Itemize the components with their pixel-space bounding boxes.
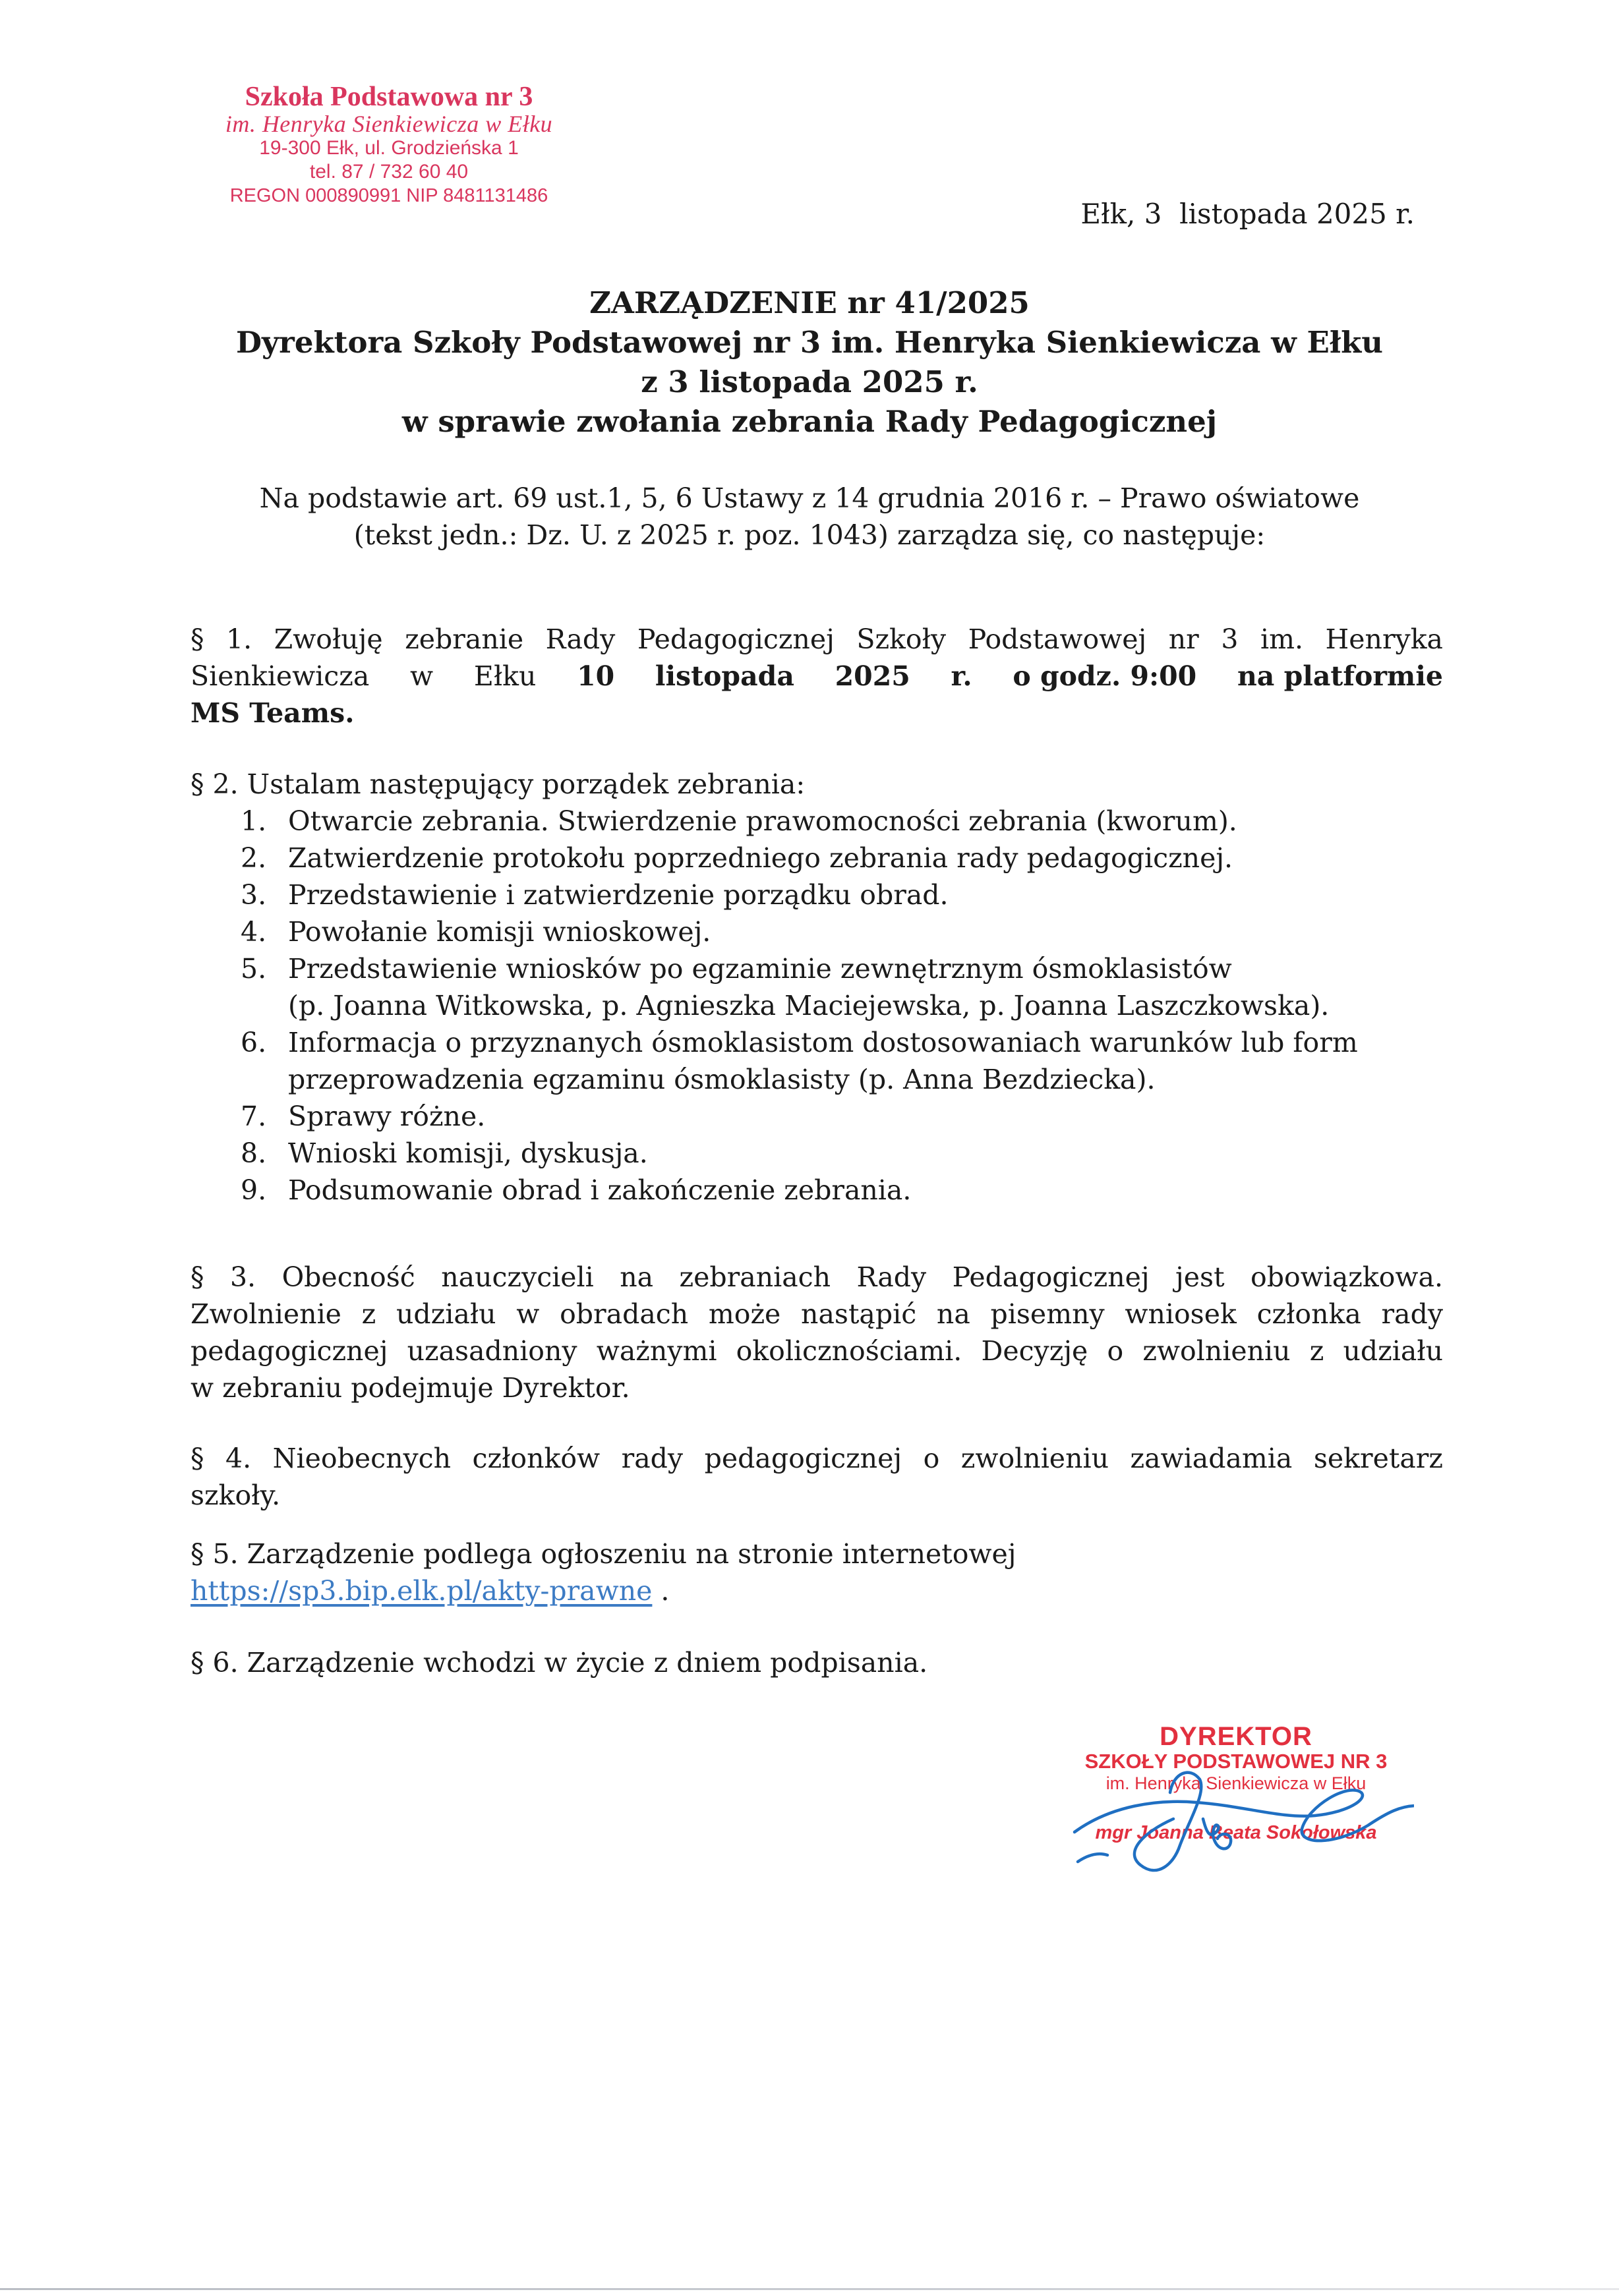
agenda-item: [191, 840, 1443, 876]
agenda-item-number: 2.: [241, 842, 267, 874]
agenda-item-text-cont: przeprowadzenia egzaminu ósmoklasisty (p. Anna Bezdziecka).: [288, 1064, 1156, 1095]
document-date: Ełk, 3 listopada 2025 r.: [1080, 198, 1415, 230]
meeting-year-suffix: r.: [951, 660, 972, 692]
title-line-order-number: ZARZĄDZENIE nr 41/2025: [589, 285, 1030, 320]
agenda-item-text: Powołanie komisji wnioskowej.: [288, 916, 711, 948]
section-3-line-4: w zebraniu podejmuje Dyrektor.: [191, 1372, 630, 1404]
agenda-list: [191, 803, 1443, 1209]
stamp-title: DYREKTOR: [1160, 1722, 1312, 1751]
document-title: [0, 283, 1619, 442]
agenda-item-text: Przedstawienie i zatwierdzenie porządku obrad.: [288, 879, 949, 911]
section-6-line-1: § 6. Zarządzenie wchodzi w życie z dniem podpisania.: [191, 1647, 928, 1679]
section-4-line-2: szkoły.: [191, 1479, 281, 1511]
school-address: 19-300 Ełk, ul. Grodzieńska 1: [259, 137, 519, 159]
section-1-line-1: § 1. Zwołuję zebranie Rady Pedagogicznej Szkoły Podstawowej nr 3 im. Henryka: [191, 623, 1443, 655]
school-phone: tel. 87 / 732 60 40: [309, 161, 469, 183]
title-line-issuer: Dyrektora Szkoły Podstawowej nr 3 im. Henryka Sienkiewicza w Ełku: [235, 325, 1384, 360]
agenda-item-text: Sprawy różne.: [288, 1101, 486, 1132]
section-3-line-2: Zwolnienie z udziału w obradach może nastąpić na pisemny wniosek członka rady: [191, 1298, 1443, 1330]
agenda-item: [191, 1024, 1443, 1098]
title-line-subject: w sprawie zwołania zebrania Rady Pedagogicznej: [401, 404, 1218, 439]
handwritten-signature-icon: [1058, 1720, 1414, 1878]
section-1: [191, 621, 1443, 732]
agenda-item-text: Otwarcie zebrania. Stwierdzenie prawomocności zebrania (kworum).: [288, 805, 1237, 837]
agenda-item-number: 1.: [241, 805, 267, 837]
school-patron: im. Henryka Sienkiewicza w Ełku: [225, 111, 553, 137]
agenda-item-number: 4.: [241, 916, 267, 948]
section-1-word: Sienkiewicza: [191, 660, 370, 692]
title-line-date: z 3 listopada 2025 r.: [641, 364, 978, 399]
stamp-patron: im. Henryka Sienkiewicza w Ełku: [1105, 1773, 1367, 1793]
section-4-line-1: § 4. Nieobecnych członków rady pedagogicznej o zwolnieniu zawiadamia sekretarz: [191, 1443, 1443, 1474]
meeting-month: listopada: [655, 660, 794, 692]
agenda-item: [191, 1172, 1443, 1209]
legal-acts-link[interactable]: https://sp3.bip.elk.pl/akty-prawne: [191, 1575, 653, 1607]
agenda-item: [191, 876, 1443, 913]
director-signature-stamp: [1058, 1720, 1414, 1878]
legal-basis-line-1: Na podstawie art. 69 ust.1, 5, 6 Ustawy z 14 grudnia 2016 r. – Prawo oświatowe: [259, 482, 1360, 514]
section-3-line-3: pedagogicznej uzasadniony ważnymi okolicznościami. Decyzję o zwolnieniu z udziału: [191, 1335, 1443, 1367]
agenda-item: [191, 803, 1443, 840]
meeting-platform: MS Teams.: [191, 697, 355, 729]
agenda-item-text: Informacja o przyznanych ósmoklasistom dostosowaniach warunków lub form: [288, 1027, 1358, 1058]
section-1-line-2: [191, 658, 1443, 695]
section-3-line-1: § 3. Obecność nauczycieli na zebraniach Rady Pedagogicznej jest obowiązkowa.: [191, 1261, 1443, 1293]
agenda-item-number: 8.: [241, 1137, 267, 1169]
agenda-item-text: Zatwierdzenie protokołu poprzedniego zebrania rady pedagogicznej.: [288, 842, 1233, 874]
agenda-item-number: 7.: [241, 1101, 267, 1132]
section-5: [191, 1535, 1443, 1609]
link-trailing-period: .: [652, 1575, 670, 1607]
stamp-director-name: mgr Joanna Beata Sokołowska: [1095, 1822, 1377, 1843]
agenda-item-text: Podsumowanie obrad i zakończenie zebrania.: [288, 1174, 912, 1206]
section-4: [191, 1440, 1443, 1514]
section-1-word: w: [410, 660, 434, 692]
scan-edge-line: [0, 2288, 1619, 2290]
section-1-word: Ełku: [473, 660, 537, 692]
agenda-item-number: 9.: [241, 1174, 267, 1206]
section-2-heading: § 2. Ustalam następujący porządek zebrania:: [191, 768, 806, 800]
section-6: [191, 1644, 1443, 1681]
agenda-item: [191, 1098, 1443, 1135]
section-3: [191, 1259, 1443, 1406]
agenda-item: [191, 913, 1443, 950]
agenda-item: [191, 1135, 1443, 1172]
agenda-item: [191, 950, 1443, 1024]
meeting-time: o godz. 9:00: [1013, 660, 1197, 692]
section-2: [191, 766, 1443, 1209]
agenda-item-text: Przedstawienie wniosków po egzaminie zewnętrznym ósmoklasistów: [288, 953, 1232, 985]
agenda-item-number: 5.: [241, 953, 267, 985]
meeting-day: 10: [577, 660, 615, 692]
legal-basis: [0, 480, 1619, 554]
school-header-stamp: [198, 82, 580, 208]
agenda-item-number: 3.: [241, 879, 267, 911]
agenda-item-number: 6.: [241, 1027, 267, 1058]
legal-basis-line-2: (tekst jedn.: Dz. U. z 2025 r. poz. 1043) zarządza się, co następuje:: [353, 519, 1266, 551]
stamp-school: SZKOŁY PODSTAWOWEJ NR 3: [1084, 1750, 1388, 1773]
school-regon-nip: REGON 000890991 NIP 8481131486: [229, 185, 548, 206]
agenda-item-text-cont: (p. Joanna Witkowska, p. Agnieszka Maciejewska, p. Joanna Laszczkowska).: [288, 990, 1330, 1021]
section-5-line-1: § 5. Zarządzenie podlega ogłoszeniu na stronie internetowej: [191, 1538, 1016, 1570]
meeting-platform-prefix: na platformie: [1237, 660, 1443, 692]
section-5-line-2: [191, 1572, 1443, 1609]
agenda-item-text: Wnioski komisji, dyskusja.: [288, 1137, 648, 1169]
school-name: Szkoła Podstawowa nr 3: [245, 82, 533, 112]
meeting-year: 2025: [835, 660, 910, 692]
